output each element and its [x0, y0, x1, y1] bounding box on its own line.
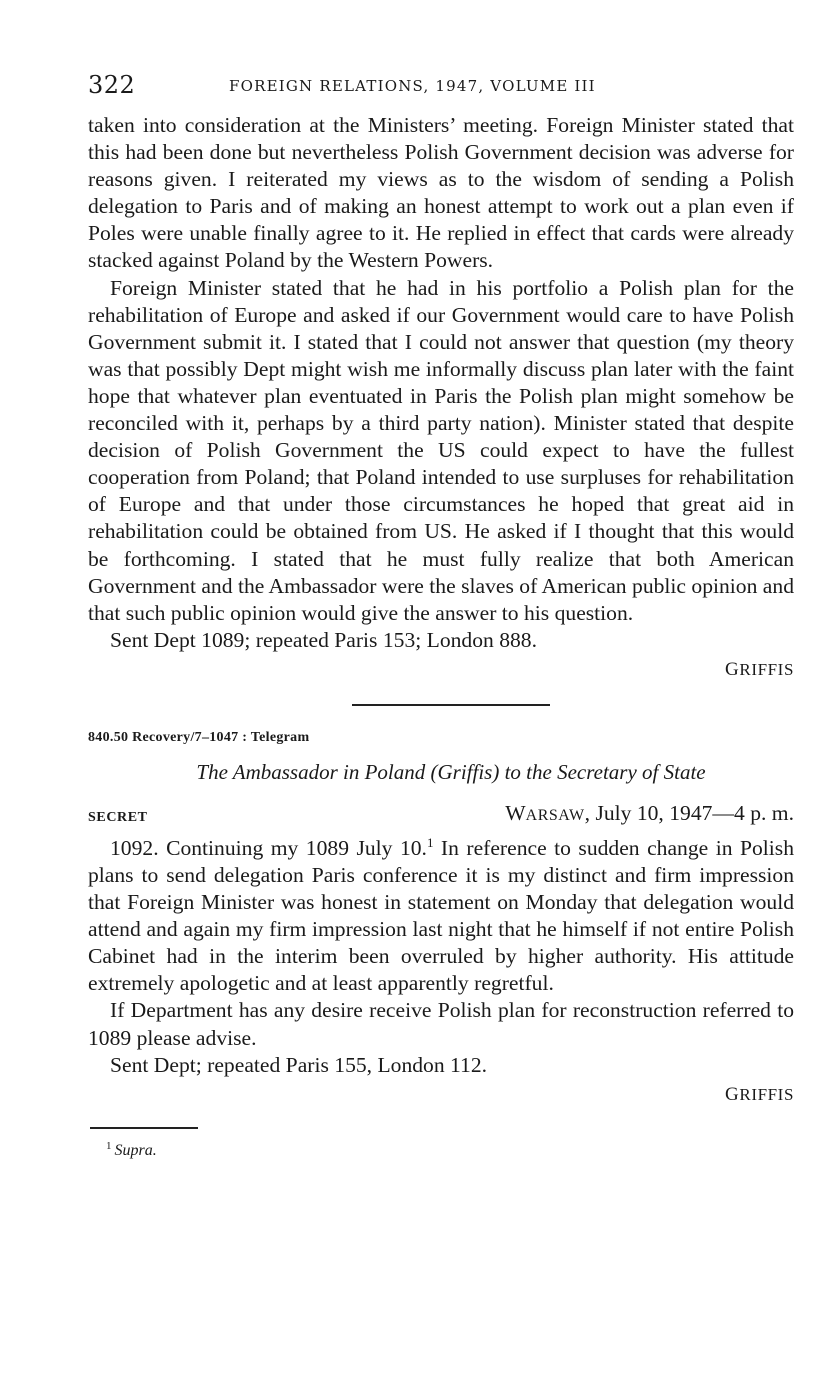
footnote-rule [90, 1127, 198, 1129]
paragraph-body: In reference to sudden change in Polish plans to send delegation Paris conference it is my distinct and firm impression that Foreign Minister was honest in statement on Monday that delegation would attend and again my firm impression last night that he himself if not entire Polish Cabinet had in the interim been overruled by higher authority. His attitude extremely apologetic and at least apparently regretful. [88, 835, 794, 996]
footnote [106, 1140, 794, 1160]
place-rest: ARSAW [525, 806, 585, 824]
document-title: The Ambassador in Poland (Griffis) to the Secretary of State [196, 759, 706, 784]
paragraph-lead: 1092. Continuing my 1089 July 10. [110, 835, 427, 860]
paragraph: If Department has any desire receive Polish plan for reconstruction referred to 1089 please advise. [88, 998, 794, 1050]
signature [88, 659, 794, 686]
signature [88, 1084, 794, 1111]
telegram-continuation [88, 112, 794, 686]
paragraph: taken into consideration at the Ministers’ meeting. Foreign Minister stated that this had been done but nevertheless Polish Government decision was adverse for reasons given. I reiterated my views as to the wisdom of sending a Polish delegation to Paris and of making an honest attempt to work out a plan even if Poles were unable finally agree to it. He replied in effect that cards were already stacked against Poland by the Western Powers. [88, 113, 794, 273]
document-page [88, 68, 794, 1160]
page-number: 322 [88, 71, 136, 99]
signature-initial: G [725, 1083, 740, 1105]
date-time: , July 10, 1947—4 p. m. [584, 800, 794, 825]
paragraph [88, 835, 794, 998]
footnote-marker: 1 [106, 1139, 112, 1152]
signature-initial: G [725, 658, 740, 680]
signature-rest: RIFFIS [739, 1084, 794, 1104]
running-head-title: FOREIGN RELATIONS, 1947, VOLUME III [229, 77, 596, 95]
paragraph: Sent Dept; repeated Paris 155, London 112. [110, 1052, 488, 1077]
place-initial: W [505, 800, 526, 825]
footnote-reference[interactable]: 1 [426, 834, 434, 850]
footnote-text: Supra. [114, 1142, 157, 1160]
signature-rest: RIFFIS [739, 659, 794, 679]
file-reference: 840.50 Recovery/7–1047 : Telegram [88, 729, 310, 745]
paragraph: Foreign Minister stated that he had in his portfolio a Polish plan for the rehabilitation of Europe and asked if our Government would care to have Polish Government submit it. I stated that I could not answer that question (my theory was that possibly Dept might wish me informally discuss plan later with the faint hope that whatever plan eventuated in Paris the Polish plan might somehow be reconciled with it, perhaps by a third party nation). Minister stated that despite decision of Polish Government the US could expect to have the fullest cooperation from Poland; that Poland intended to use surpluses for rehabilitation of Europe and that under those circumstances he hoped that great aid in rehabilitation could be obtained from US. He asked if I thought that this would be forthcoming. I stated that he must fully realize that both American Government and the Ambassador were the slaves of American public opinion and that such public opinion would give the answer to his question. [88, 275, 794, 625]
classification-label: SECRET [88, 809, 148, 825]
telegram-document [88, 730, 794, 1111]
place-and-date [505, 801, 794, 826]
dateline [88, 801, 794, 835]
section-divider [352, 704, 550, 706]
running-head [88, 68, 794, 102]
paragraph: Sent Dept 1089; repeated Paris 153; London 888. [110, 627, 538, 652]
